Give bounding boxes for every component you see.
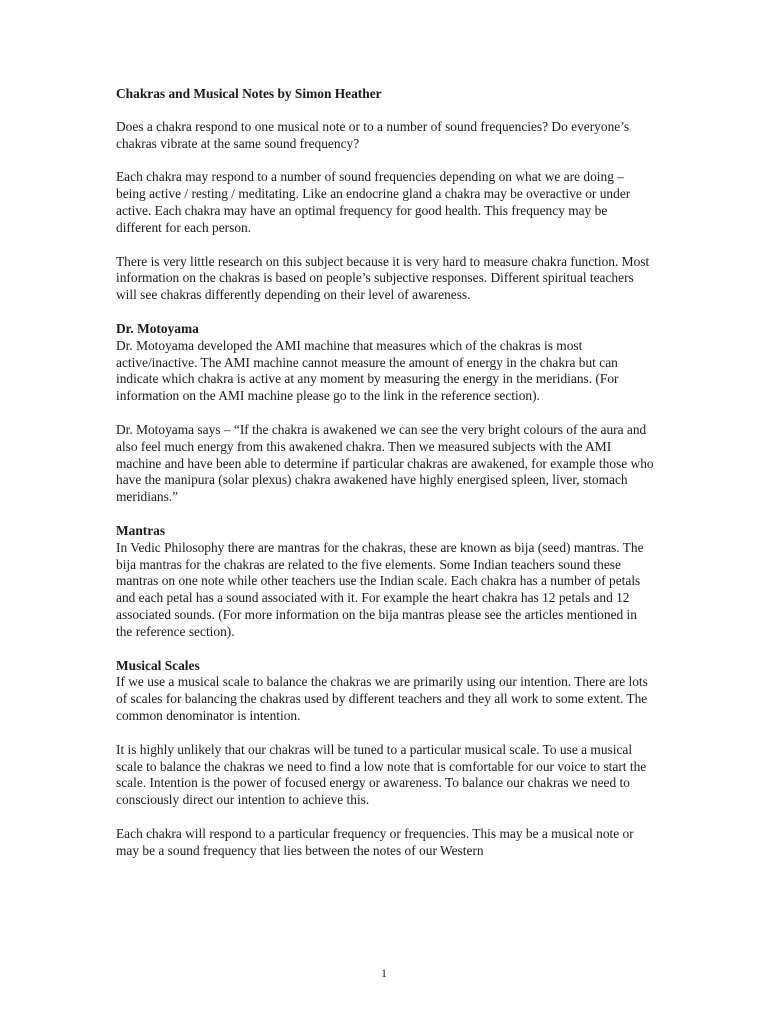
intro-paragraph-3: There is very little research on this subject because it is very hard to measure chakra function. Most information on the chakras is based on people’s subjective responses. Different spiritual teachers will see chakras differently depending on their level of awareness. xyxy=(116,253,650,303)
section-heading: Mantras xyxy=(116,522,166,538)
section-motoyama xyxy=(116,321,656,506)
section-paragraph: Dr. Motoyama says – “If the chakra is awakened we can see the very bright colours of the aura and also feel much energy from this awakened chakra. Then we measured subjects with the AMI machine and have been able to determine if particular chakras are awakened, for example those who have the manipura (solar plexus) chakra awakened have highly energised spleen, liver, stomach meridians.” xyxy=(116,421,654,505)
intro-paragraph-1: Does a chakra respond to one musical note or to a number of sound frequencies? Do everyone’s chakras vibrate at the same sound frequency? xyxy=(116,118,630,151)
section-musical-scales xyxy=(116,658,656,860)
intro-paragraph-2: Each chakra may respond to a number of sound frequencies depending on what we are doing – being active / resting / meditating. Like an endocrine gland a chakra may be overactive or under active. Each chakra may have an optimal frequency for good health. This frequency may be different for each person. xyxy=(116,169,631,235)
section-mantras xyxy=(116,523,656,641)
document-title: Chakras and Musical Notes by Simon Heather xyxy=(116,86,382,101)
page-number: 1 xyxy=(381,966,387,980)
section-paragraph: If we use a musical scale to balance the chakras we are primarily using our intention. There are lots of scales for balancing the chakras used by different teachers and they all work to some extent. The common denominator is intention. xyxy=(116,674,648,723)
section-heading: Musical Scales xyxy=(116,657,200,673)
section-heading: Dr. Motoyama xyxy=(116,320,199,336)
section-paragraph: Dr. Motoyama developed the AMI machine that measures which of the chakras is most active/inactive. The AMI machine cannot measure the amount of energy in the chakra but can indicate which chakra is active at any moment by measuring the energy in the meridians. (For information on the AMI machine please go to the link in the reference section). xyxy=(116,337,619,404)
section-paragraph: Each chakra will respond to a particular frequency or frequencies. This may be a musical note or may be a sound frequency that lies between the notes of our Western xyxy=(116,825,634,858)
section-paragraph: In Vedic Philosophy there are mantras for the chakras, these are known as bija (seed) mantras. The bija mantras for the chakras are related to the five elements. Some Indian teachers sound these mantras on one note while other teachers use the Indian scale. Each chakra has a number of petals and each petal has a sound associated with it. For example the heart chakra has 12 petals and 12 associated sounds. (For more information on the bija mantras please see the articles mentioned in the reference section). xyxy=(116,539,644,639)
section-paragraph: It is highly unlikely that our chakras will be tuned to a particular musical scale. To use a musical scale to balance the chakras we need to find a low note that is comfortable for our voice to start the scale. Intention is the power of focused energy or awareness. To balance our chakras we need to consciously direct our intention to achieve this. xyxy=(116,741,647,808)
document-page xyxy=(116,86,656,876)
